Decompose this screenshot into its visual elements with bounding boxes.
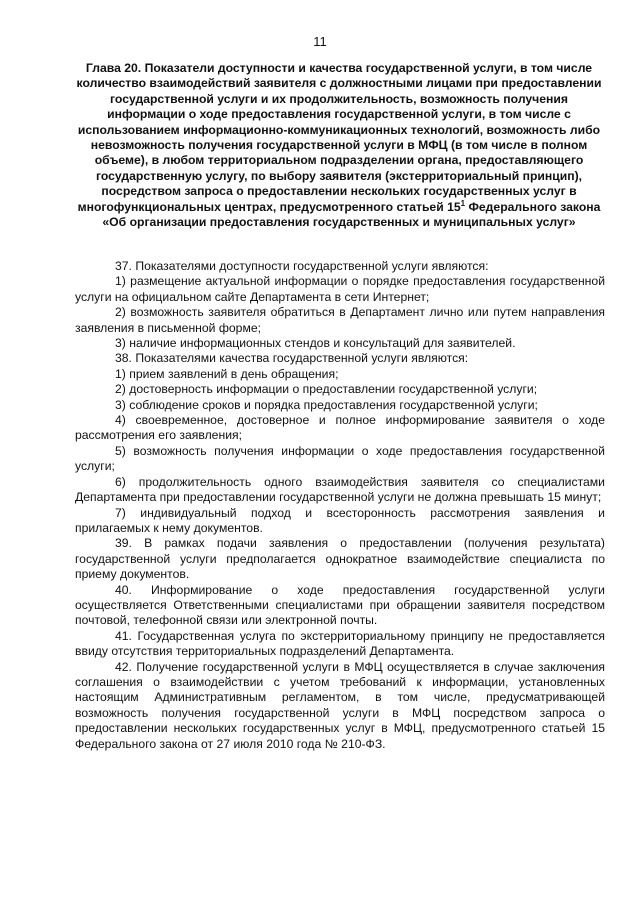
page-number: 11 (313, 34, 327, 49)
paragraph-37-item-1: 1) размещение актуальной информации о порядке предоставления государственной услуги на официальном сайте Департамента в сети Интернет; (75, 274, 605, 304)
chapter-heading-text: Глава 20. Показатели доступности и качества государственной услуги, в том числе количество взаимодействий заявителя с должностными лицами при предоставлении государственной услуги и их продолжительность, возможность получения информации о ходе предоставления государственной услуги, в том числе с использованием информационно-коммуникационных технологий, возможность либо невозможность получения государственной услуги в МФЦ (в том числе в полном объеме), в любом территориальном подразделении органа, предоставляющего государственную услугу, по выбору заявителя (экстерриториальный принцип), посредством запроса о предоставлении нескольких государственных услуг в многофункциональных центрах, предусмотренного статьей 15 (76, 61, 602, 214)
paragraph-37-item-2: 2) возможность заявителя обратиться в Департамент лично или путем направления заявления в письменной форме; (75, 305, 605, 335)
chapter-heading (75, 61, 603, 230)
paragraph-38-item-2: 2) достоверность информации о предоставлении государственной услуги; (115, 382, 538, 397)
chapter-heading-text-end: Федерального закона «Об организации предоставления государственных и муниципальных услуг» (102, 199, 601, 230)
paragraph-38-item-3: 3) соблюдение сроков и порядка предоставления государственной услуги; (115, 397, 538, 412)
paragraph-38-item-1: 1) прием заявлений в день обращения; (115, 366, 339, 381)
paragraph-37-item-3: 3) наличие информационных стендов и консультаций для заявителей. (115, 336, 516, 351)
paragraph-38-item-4: 4) своевременное, достоверное и полное информирование заявителя о ходе рассмотрения его заявления; (75, 413, 605, 443)
paragraph-41: 41. Государственная услуга по экстерриториальному принципу не предоставляется ввиду отсутствия территориальных подразделений Департамента. (75, 628, 605, 659)
paragraph-38-item-7: 7) индивидуальный подход и всесторонность рассмотрения заявления и прилагаемых к нему документов. (75, 505, 605, 535)
paragraph-38-item-5: 5) возможность получения информации о ходе предоставления государственной услуги; (75, 443, 605, 474)
paragraph-38-item-6: 6) продолжительность одного взаимодействия заявителя со специалистами Департамента при предоставлении государственной услуги не должна превышать 15 минут; (75, 474, 605, 505)
paragraph-42: 42. Получение государственной услуги в МФЦ осуществляется в случае заключения соглашения о взаимодействии с учетом требований к информации, установленных настоящим Административным регламентом, в том числе, предусматривающей возможность получения государственной услуги в МФЦ посредством запроса о предоставлении нескольких государственных услуг в МФЦ, предусмотренного статьей 15 Федерального закона от 27 июля 2010 года № 210-ФЗ. (75, 659, 605, 751)
footnote-superscript: 1 (460, 198, 466, 208)
paragraph-40: 40. Информирование о ходе предоставления государственной услуги осуществляется Ответственными специалистами при обращении заявителя посредством почтовой, телефонной связи или электронной почты. (75, 582, 605, 628)
document-body (75, 259, 605, 752)
paragraph-37: 37. Показателями доступности государственной услуги являются: (115, 259, 489, 273)
paragraph-38: 38. Показателями качества государственной услуги являются: (115, 351, 469, 366)
paragraph-39: 39. В рамках подачи заявления о предоставлении (получения результата) государственной услуги предполагается однократное взаимодействие специалиста по приему документов. (75, 536, 605, 582)
